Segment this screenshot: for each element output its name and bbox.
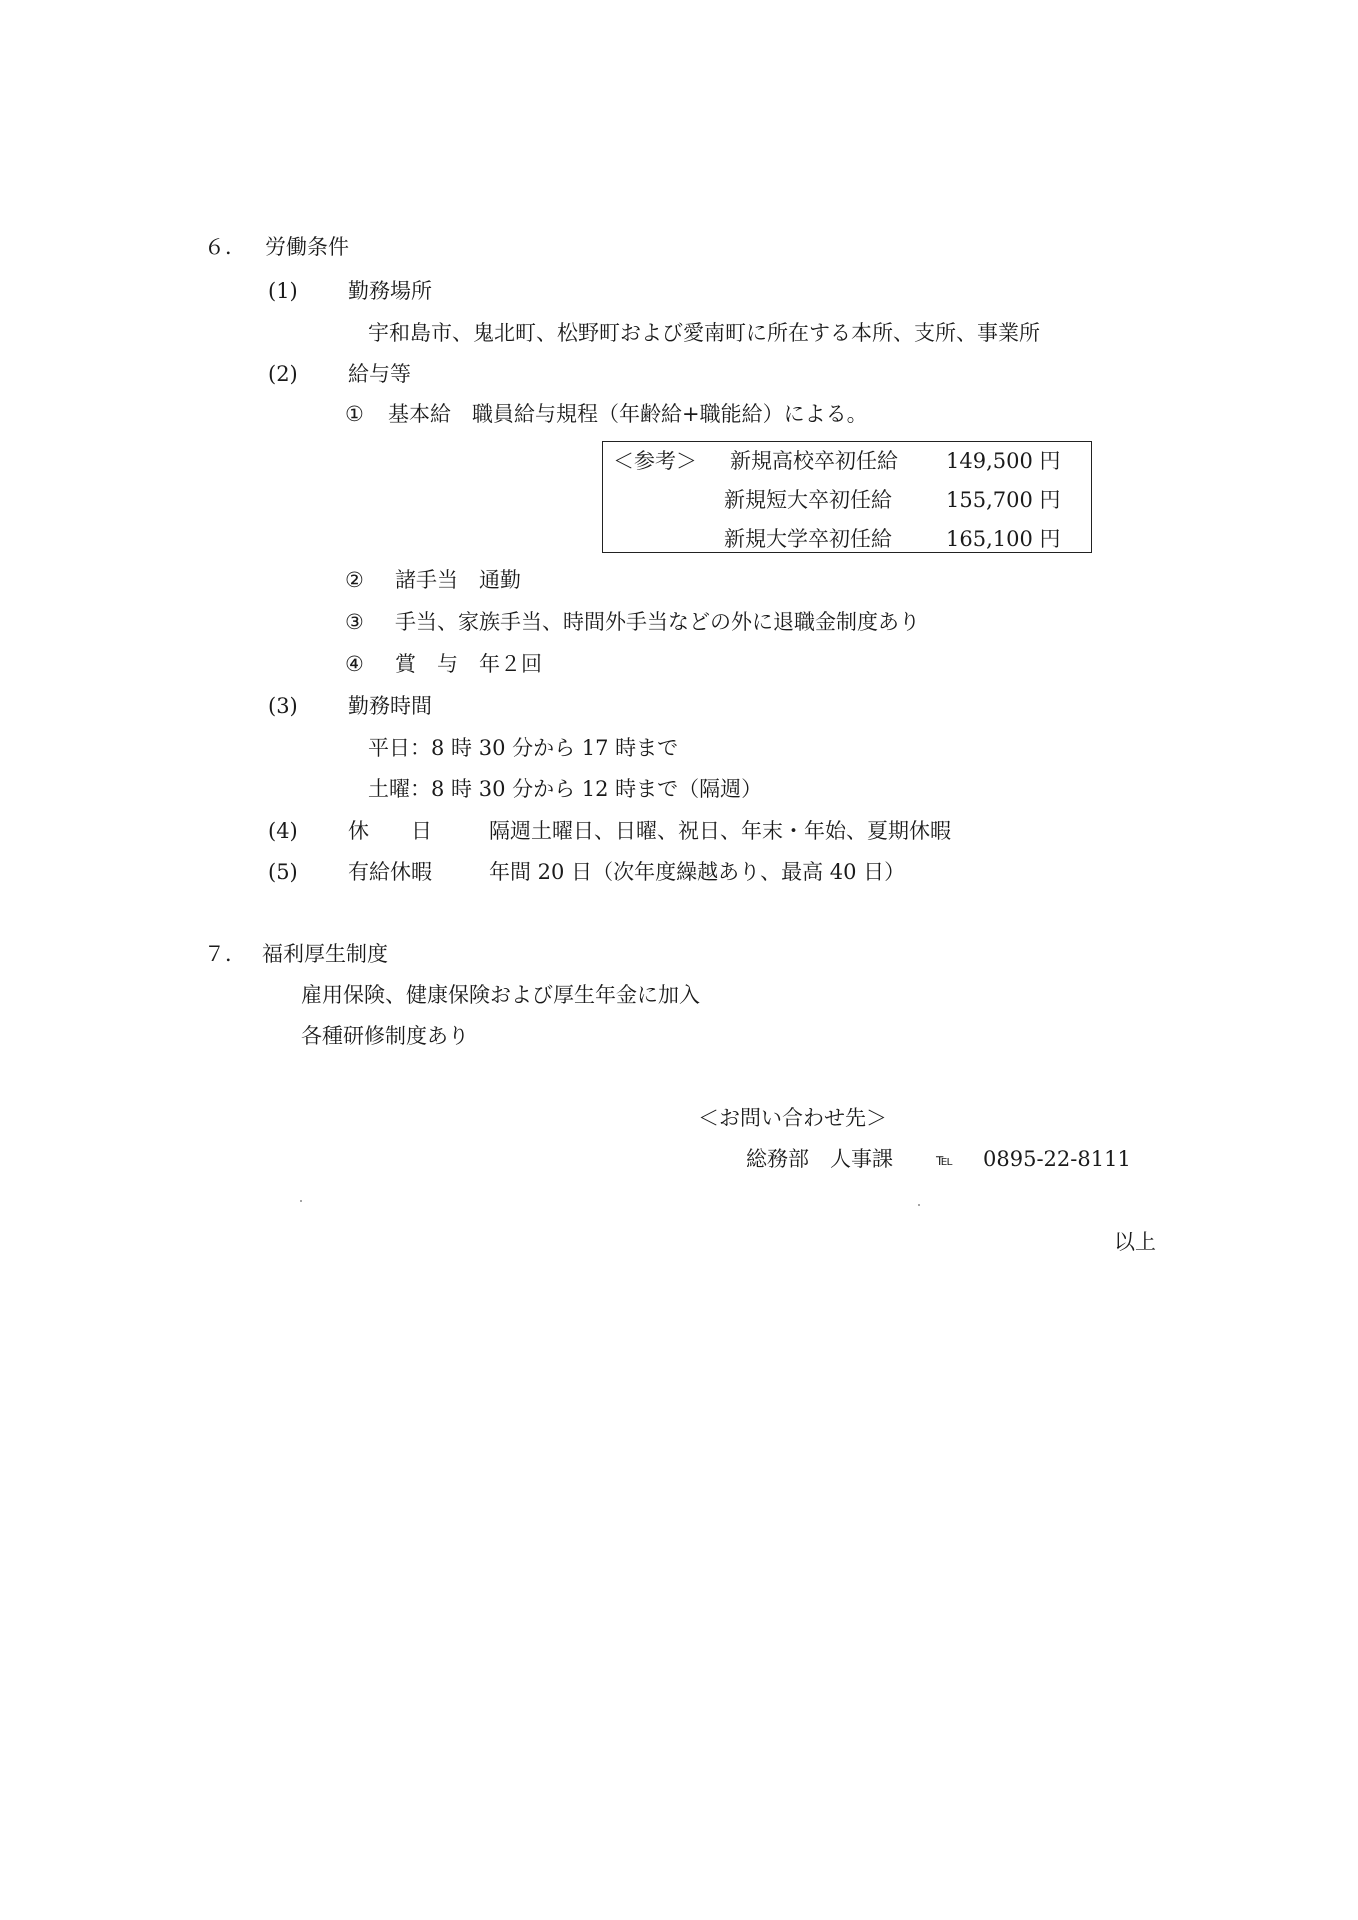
section-7-number: ７． xyxy=(204,942,246,966)
scan-speck xyxy=(300,1200,302,1202)
reference-row-amount: 165,100 円 xyxy=(946,527,1061,551)
bonus-text: 賞 与 年２回 xyxy=(395,652,542,676)
bonus-marker: ④ xyxy=(345,652,364,676)
paid-leave-number: (5) xyxy=(268,860,298,884)
section-6-number: ６． xyxy=(204,235,246,259)
welfare-insurance-line: 雇用保険、健康保険および厚生年金に加入 xyxy=(301,983,700,1007)
holidays-text: 隔週土曜日、日曜、祝日、年末・年始、夏期休暇 xyxy=(489,819,951,843)
workplace-label: 勤務場所 xyxy=(348,279,432,303)
allowances-marker: ② xyxy=(345,568,364,592)
reference-row-amount: 155,700 円 xyxy=(946,488,1061,512)
paid-leave-label: 有給休暇 xyxy=(348,860,432,884)
workplace-text: 宇和島市、鬼北町、松野町および愛南町に所在する本所、支所、事業所 xyxy=(368,321,1040,345)
reference-row-amount: 149,500 円 xyxy=(946,449,1061,473)
paid-leave-text: 年間 20 日（次年度繰越あり、最高 40 日） xyxy=(489,860,906,884)
other-allowances-marker: ③ xyxy=(345,610,364,634)
welfare-training-line: 各種研修制度あり xyxy=(301,1024,469,1048)
saturday-hours: 土曜：8 時 30 分から 12 時まで（隔週） xyxy=(368,777,763,801)
reference-row-name: 新規短大卒初任給 xyxy=(724,488,892,512)
other-allowances-text: 手当、家族手当、時間外手当などの外に退職金制度あり xyxy=(395,610,920,634)
workplace-number: (1) xyxy=(268,279,298,303)
reference-row-name: 新規高校卒初任給 xyxy=(730,449,898,473)
hours-label: 勤務時間 xyxy=(348,694,432,718)
section-7-title: 福利厚生制度 xyxy=(262,942,388,966)
reference-label: ＜参考＞ xyxy=(613,449,697,473)
tel-label: ℡ xyxy=(936,1150,954,1169)
hours-number: (3) xyxy=(268,694,298,718)
reference-row-name: 新規大学卒初任給 xyxy=(724,527,892,551)
starting-salary-reference-box xyxy=(602,441,1092,553)
closing-text: 以上 xyxy=(1114,1230,1156,1254)
section-6-title: 労働条件 xyxy=(265,235,349,259)
holidays-label: 休 日 xyxy=(348,819,432,843)
salary-number: (2) xyxy=(268,362,298,386)
weekday-hours: 平日：8 時 30 分から 17 時まで xyxy=(368,736,679,760)
contact-department: 総務部 人事課 xyxy=(746,1147,893,1171)
contact-phone: 0895-22-8111 xyxy=(983,1147,1131,1171)
basic-pay-text: 基本給 職員給与規程（年齢給+職能給）による。 xyxy=(388,402,868,426)
basic-pay-marker: ① xyxy=(345,402,364,426)
scan-speck xyxy=(918,1204,920,1206)
holidays-number: (4) xyxy=(268,819,298,843)
contact-heading: ＜お問い合わせ先＞ xyxy=(698,1106,887,1130)
salary-label: 給与等 xyxy=(348,362,411,386)
allowances-text: 諸手当 通勤 xyxy=(395,568,521,592)
